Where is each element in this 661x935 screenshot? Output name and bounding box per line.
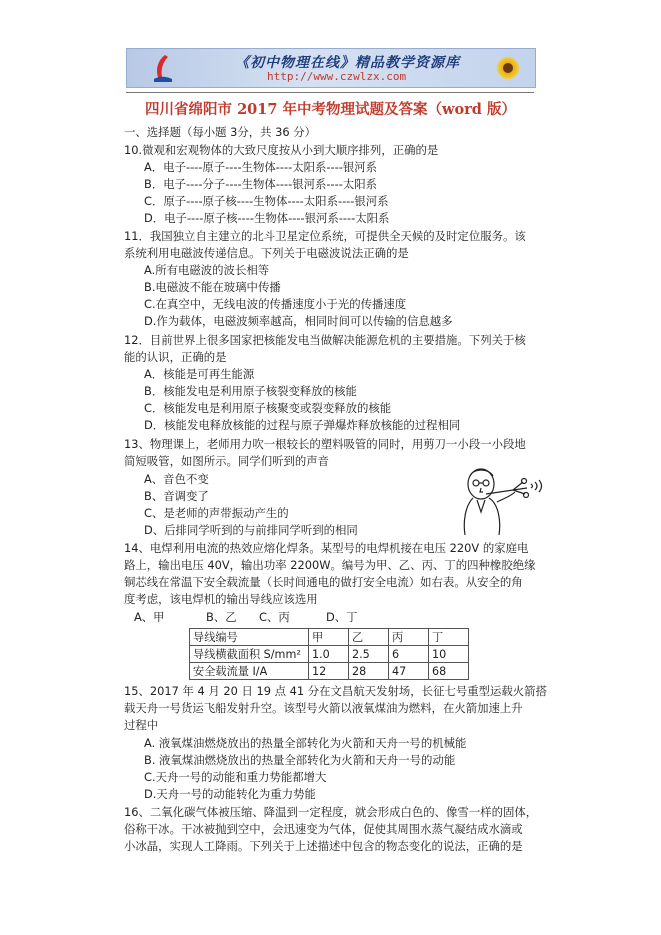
q12-option-d: D．核能发电释放核能的过程与原子弹爆炸释放核能的过程相同 <box>144 418 461 432</box>
table-cell: 导线横截面积 S/mm² <box>190 646 309 663</box>
q11-option-b: B.电磁波不能在玻璃中传播 <box>144 280 281 294</box>
table-cell: 安全载流量 I/A <box>190 663 309 680</box>
q13-option-d: D、后排同学听到的与前排同学听到的相同 <box>144 523 358 537</box>
q10-option-d: D．电子----原子核----生物体----银河系----太阳系 <box>144 211 390 225</box>
q11-stem-line: 11．我国独立自主建立的北斗卫星定位系统，可提供全天候的及时定位服务。该 <box>124 229 526 243</box>
q14-option-b: B、乙 <box>206 610 237 624</box>
q16-stem-line: 16、二氧化碳气体被压缩、降温到一定程度，就会形成白色的、像雪一样的固体， <box>124 805 538 819</box>
q10-option-b: B．电子----分子----生物体----银河系----太阳系 <box>144 177 378 191</box>
q15-option-a: A. 液氧煤油燃烧放出的热量全部转化为火箭和天舟一号的机械能 <box>144 736 467 750</box>
q15-stem-line: 载天舟一号货运飞船发射升空。该型号火箭以液氧煤油为燃料，在火箭加速上升 <box>124 701 523 715</box>
q12-option-b: B．核能发电是利用原子核裂变释放的核能 <box>144 384 357 398</box>
table-cell: 10 <box>429 646 469 663</box>
table-row <box>190 646 469 663</box>
q14-option-a: A、甲 <box>134 610 165 624</box>
table-header-row <box>190 629 469 646</box>
q14-option-d: D、丁 <box>326 610 358 624</box>
header-divider <box>126 92 534 93</box>
wire-spec-table <box>189 628 469 680</box>
site-logo-icon <box>151 53 173 83</box>
q16-stem-line: 小冰晶，实现人工降雨。下列关于上述描述中包含的物态变化的说法，正确的是 <box>124 839 523 853</box>
table-cell: 6 <box>389 646 429 663</box>
site-banner <box>126 48 536 88</box>
q15-stem-line: 过程中 <box>124 718 159 732</box>
q14-stem-line: 铜芯线在常温下安全载流量（长时间通电的做打安全电流）如右表。从安全的角 <box>124 575 523 589</box>
q15-option-b: B. 液氧煤油燃烧放出的热量全部转化为火箭和天舟一号的动能 <box>144 753 456 767</box>
q11-option-d: D.作为载体，电磁波频率越高，相同时间可以传输的信息越多 <box>144 314 453 328</box>
q14-stem-line: 14、电焊利用电流的热效应熔化焊条。某型号的电焊机接在电压 220V 的家庭电 <box>124 541 529 555</box>
q13-stem-line: 简短吸管，如图所示。同学们听到的声音 <box>124 454 330 468</box>
q14-option-c: C、丙 <box>259 610 290 624</box>
table-cell: 28 <box>349 663 389 680</box>
banner-url[interactable]: http://www.czwlzx.com <box>267 70 407 83</box>
table-cell: 68 <box>429 663 469 680</box>
q13-option-a: A、音色不变 <box>144 472 209 486</box>
q11-option-a: A.所有电磁波的波长相等 <box>144 263 270 277</box>
q10-stem: 10.微观和宏观物体的大致尺度按从小到大顺序排列，正确的是 <box>124 143 439 157</box>
q12-option-c: C．核能发电是利用原子核聚变或裂变释放的核能 <box>144 401 392 415</box>
q11-option-c: C.在真空中，无线电波的传播速度小于光的传播速度 <box>144 297 407 311</box>
q12-stem-line: 12．目前世界上很多国家把核能发电当做解决能源危机的主要措施。下列关于核 <box>124 333 526 347</box>
q10-option-c: C．原子----原子核----生物体----太阳系----银河系 <box>144 194 389 208</box>
q12-stem-line: 能的认识，正确的是 <box>124 350 227 364</box>
table-header-cell: 导线编号 <box>190 629 309 646</box>
table-row <box>190 663 469 680</box>
q15-stem-line: 15、2017 年 4 月 20 日 19 点 41 分在文昌航天发射场，长征七号重型运载火箭搭 <box>124 684 547 698</box>
q16-stem-line: 俗称干冰。干冰被抛到空中，会迅速变为气体，促使其周围水蒸气凝结成水滴或 <box>124 822 523 836</box>
table-header-cell: 丁 <box>429 629 469 646</box>
table-cell: 2.5 <box>349 646 389 663</box>
q13-option-c: C、是老师的声带振动产生的 <box>144 506 289 520</box>
q14-stem-line: 度考虑，该电焊机的输出导线应该选用 <box>124 592 318 606</box>
q15-option-c: C.天舟一号的动能和重力势能都增大 <box>144 770 327 784</box>
table-cell: 1.0 <box>309 646 349 663</box>
document-title: 四川省绵阳市 2017 年中考物理试题及答案（word 版） <box>145 101 516 118</box>
table-header-cell: 丙 <box>389 629 429 646</box>
table-header-cell: 甲 <box>309 629 349 646</box>
q15-option-d: D.天舟一号的动能转化为重力势能 <box>144 787 316 801</box>
q13-stem-line: 13、物理课上，老师用力吹一根较长的塑料吸管的同时，用剪刀一小段一小段地 <box>124 437 526 451</box>
table-header-cell: 乙 <box>349 629 389 646</box>
banner-title: 《初中物理在线》精品教学资源库 <box>235 55 460 71</box>
q11-stem-line: 系统利用电磁波传递信息。下列关于电磁波说法正确的是 <box>124 246 409 260</box>
q12-option-a: A．核能是可再生能源 <box>144 367 255 381</box>
section-heading: 一、选择题（每小题 3分，共 36 分） <box>124 125 317 139</box>
table-cell: 47 <box>389 663 429 680</box>
table-cell: 12 <box>309 663 349 680</box>
q10-option-a: A．电子----原子----生物体----太阳系----银河系 <box>144 160 378 174</box>
teacher-blowing-straw-figure <box>453 462 545 536</box>
q14-stem-line: 路上，输出电压 40V，输出功率 2200W。编号为甲、乙、丙、丁的四种橡胶绝缘 <box>124 558 536 572</box>
sunflower-icon <box>497 57 519 79</box>
q13-option-b: B、音调变了 <box>144 489 209 503</box>
